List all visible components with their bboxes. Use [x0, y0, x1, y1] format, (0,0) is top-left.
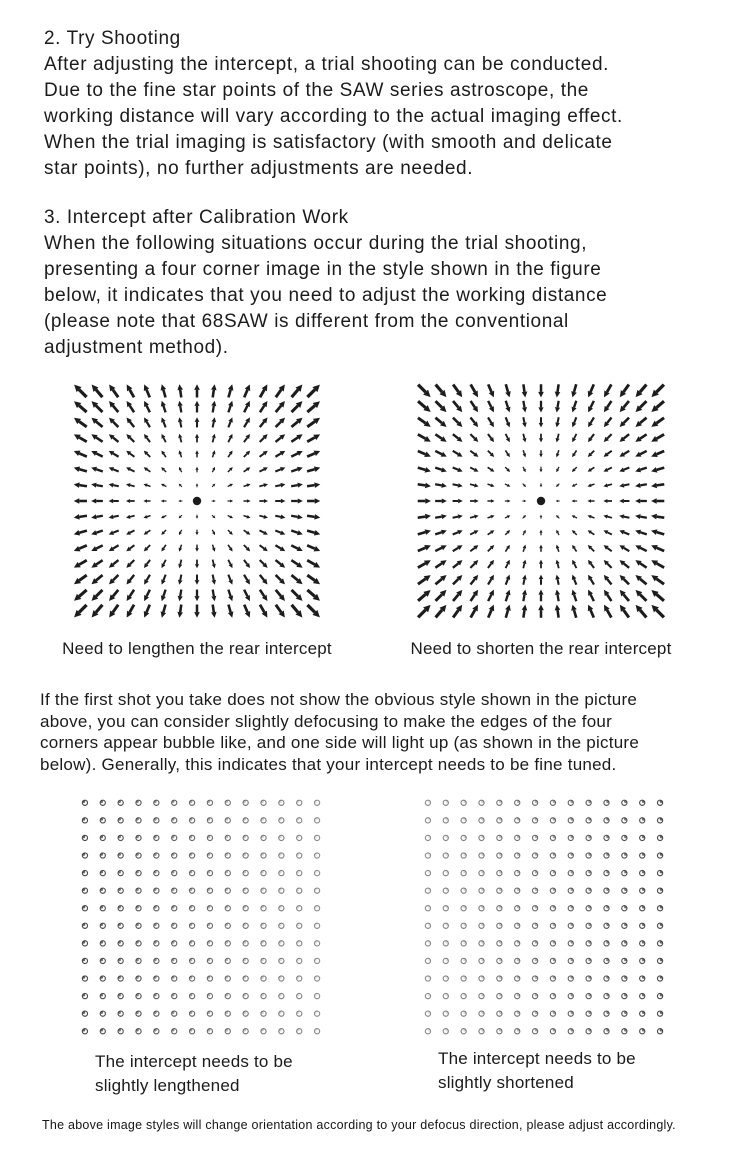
text-line: Due to the fine star points of the SAW series astroscope, the	[44, 80, 589, 101]
converging-arrow-field-figure	[416, 383, 666, 619]
text-line: (please note that 68SAW is different from the conventional	[44, 311, 569, 332]
text-line: working distance will vary according to the actual imaging effect.	[44, 106, 623, 127]
section-intercept-calibration	[44, 205, 607, 361]
section-try-shooting	[44, 26, 623, 182]
text-line: above, you can consider slightly defocusing to make the edges of the four	[40, 711, 613, 731]
diverging-arrow-field-figure	[72, 383, 322, 619]
text-line: presenting a four corner image in the style shown in the figure	[44, 259, 602, 280]
text-line: After adjusting the intercept, a trial shooting can be conducted.	[44, 54, 609, 75]
defocused-star-grid-right-figure	[419, 794, 669, 1040]
section-body	[44, 231, 607, 361]
text-line: below). Generally, this indicates that your intercept needs to be fine tuned.	[40, 754, 617, 774]
text-line: below, it indicates that you need to adjust the working distance	[44, 285, 608, 306]
text-line: When the following situations occur during the trial shooting,	[44, 233, 588, 254]
caption-line: slightly shortened	[438, 1073, 574, 1092]
caption-line: The intercept needs to be	[438, 1049, 636, 1068]
caption-lengthen-rear-intercept: Need to lengthen the rear intercept	[62, 639, 332, 658]
section-heading: 3. Intercept after Calibration Work	[44, 207, 349, 228]
text-line: adjustment method).	[44, 337, 229, 358]
caption-line: The intercept needs to be	[95, 1052, 293, 1071]
caption-line: slightly lengthened	[95, 1076, 240, 1095]
section-heading: 2. Try Shooting	[44, 28, 181, 49]
defocused-star-grid-left-figure	[76, 794, 326, 1040]
text-line: If the first shot you take does not show the obvious style shown in the picture	[40, 690, 638, 709]
section-body	[44, 52, 623, 182]
defocus-hint-paragraph	[40, 689, 639, 775]
text-line: When the trial imaging is satisfactory (with smooth and delicate	[44, 132, 613, 153]
text-line: corners appear bubble like, and one side will light up (as shown in the picture	[40, 733, 640, 752]
text-line: star points), no further adjustments are needed.	[44, 158, 474, 179]
footer-note: The above image styles will change orientation according to your defocus direction, please adjust accordingly.	[42, 1118, 676, 1132]
caption-slightly-shortened	[438, 1047, 636, 1095]
caption-slightly-lengthened	[95, 1050, 293, 1098]
caption-shorten-rear-intercept: Need to shorten the rear intercept	[410, 639, 672, 658]
